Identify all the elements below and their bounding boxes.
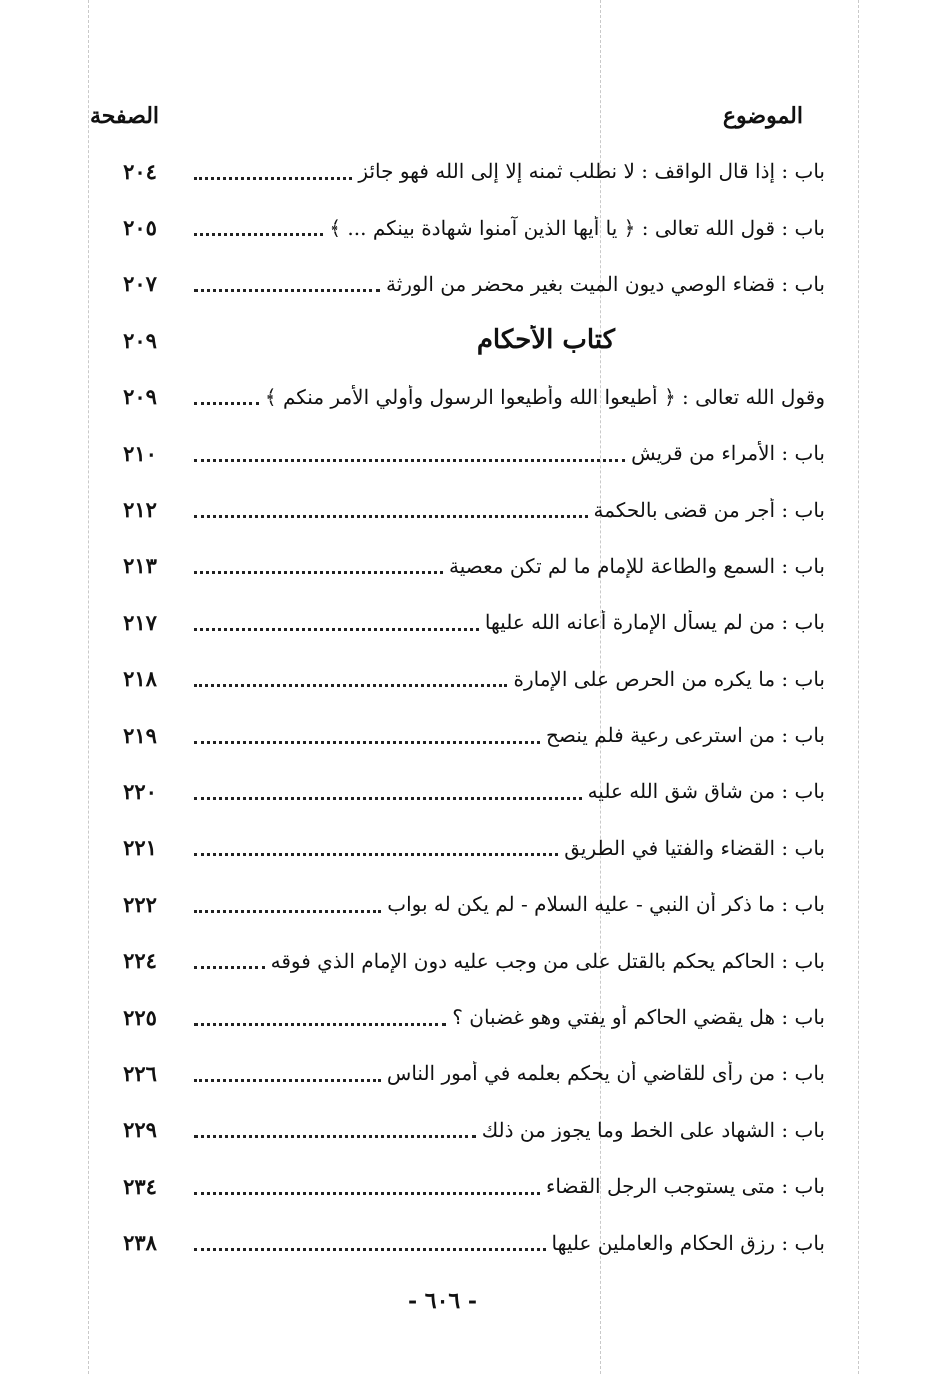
scan-edge-line-left bbox=[88, 0, 89, 1374]
dot-leader bbox=[194, 459, 625, 462]
toc-page-number: ٢١٢ bbox=[123, 497, 157, 523]
dot-leader bbox=[194, 1079, 381, 1082]
toc-page-number: ٢٠٥ bbox=[123, 215, 157, 241]
toc-page-number: ٢٣٨ bbox=[123, 1230, 157, 1256]
toc-entry-title: باب : السمع والطاعة للإمام ما لم تكن معصية bbox=[449, 553, 825, 578]
toc-page-number: ٢٢٥ bbox=[123, 1004, 157, 1030]
toc-row bbox=[100, 1102, 825, 1158]
toc-entry bbox=[180, 1061, 825, 1085]
dot-leader bbox=[194, 1135, 476, 1138]
toc-page-number: ٢٣٤ bbox=[123, 1173, 157, 1199]
toc-entry-title: باب : الأمراء من قريش bbox=[631, 441, 825, 466]
toc-entry bbox=[180, 1005, 825, 1029]
toc-page-number: ٢٠٤ bbox=[123, 158, 157, 184]
page-number: - ٦٠٦ - bbox=[407, 1288, 478, 1314]
dot-leader bbox=[194, 966, 265, 969]
toc-entry bbox=[180, 667, 825, 691]
dot-leader bbox=[194, 1248, 546, 1251]
toc-entry bbox=[180, 272, 825, 296]
toc-row bbox=[100, 932, 825, 988]
toc-page-number: ٢٢١ bbox=[123, 835, 157, 861]
toc-entry bbox=[180, 779, 825, 803]
dot-leader bbox=[194, 177, 352, 180]
toc-entry bbox=[180, 216, 825, 240]
toc-entry-title: باب : الشهاد على الخط وما يجوز من ذلك bbox=[481, 1117, 825, 1142]
toc-entry-title: باب : القضاء والفتيا في الطريق bbox=[564, 835, 825, 860]
toc-row bbox=[100, 594, 825, 650]
toc-page-number: ٢١٨ bbox=[123, 666, 157, 692]
toc-row bbox=[100, 1214, 825, 1270]
toc-row bbox=[100, 1158, 825, 1214]
toc-page-number: ٢١٩ bbox=[123, 722, 157, 748]
toc-page-number: ٢٢٠ bbox=[123, 778, 157, 804]
toc-entry bbox=[180, 325, 825, 355]
toc-entry bbox=[180, 1231, 825, 1255]
toc-page-number: ٢٠٩ bbox=[123, 327, 157, 353]
section-heading-row bbox=[100, 312, 825, 368]
toc-page-number: ٢١٣ bbox=[123, 553, 157, 579]
toc-entry-title: وقول الله تعالى : ﴿ أطيعوا الله وأطيعوا الرسول وأولي الأمر منكم ﴾ bbox=[264, 384, 825, 409]
dot-leader bbox=[194, 1023, 446, 1026]
toc-entry-title: باب : ما يكره من الحرص على الإمارة bbox=[513, 666, 825, 691]
toc-row bbox=[100, 143, 825, 199]
toc-row bbox=[100, 707, 825, 763]
dot-leader bbox=[194, 741, 540, 744]
toc-entry-title: باب : من لم يسأل الإمارة أعانه الله عليها bbox=[484, 610, 825, 635]
dot-leader bbox=[194, 233, 323, 236]
toc-page-number: ٢٢٦ bbox=[123, 1060, 157, 1086]
dot-leader bbox=[194, 571, 443, 574]
toc-entry-title: باب : إذا قال الواقف : لا نطلب ثمنه إلا إلى الله فهو جائز bbox=[358, 159, 825, 184]
dot-leader bbox=[194, 289, 380, 292]
toc-row bbox=[100, 820, 825, 876]
toc-entry bbox=[180, 1174, 825, 1198]
toc-row bbox=[100, 876, 825, 932]
dot-leader bbox=[194, 402, 259, 405]
toc-entry bbox=[180, 610, 825, 634]
toc-entry-title: باب : من شاق شق الله عليه bbox=[587, 779, 825, 804]
toc-page-number: ٢٠٧ bbox=[123, 271, 157, 297]
toc-row bbox=[100, 538, 825, 594]
toc-row bbox=[100, 256, 825, 312]
toc-entry bbox=[180, 441, 825, 465]
toc-entry-title: باب : من رأى للقاضي أن يحكم بعلمه في أمور الناس bbox=[386, 1061, 825, 1086]
dot-leader bbox=[194, 684, 507, 687]
toc-entry bbox=[180, 554, 825, 578]
toc-entry-title: باب : قضاء الوصي ديون الميت بغير محضر من الورثة bbox=[385, 271, 825, 296]
toc-row bbox=[100, 199, 825, 255]
dot-leader bbox=[194, 797, 582, 800]
toc-entry bbox=[180, 1118, 825, 1142]
dot-leader bbox=[194, 910, 381, 913]
toc-page-number: ٢٢٩ bbox=[123, 1117, 157, 1143]
toc-page-number: ٢١٧ bbox=[123, 609, 157, 635]
toc-entry bbox=[180, 385, 825, 409]
toc-entry bbox=[180, 892, 825, 916]
scan-edge-line-right bbox=[858, 0, 859, 1374]
toc-entry-title: باب : الحاكم يحكم بالقتل على من وجب عليه دون الإمام الذي فوقه bbox=[270, 948, 825, 973]
toc-row bbox=[100, 481, 825, 537]
toc-row bbox=[100, 1045, 825, 1101]
table-of-contents bbox=[100, 143, 825, 1271]
toc-entry bbox=[180, 836, 825, 860]
toc-row bbox=[100, 651, 825, 707]
toc-row bbox=[100, 369, 825, 425]
topic-column-label: الموضوع bbox=[722, 103, 803, 129]
table-header bbox=[90, 96, 803, 136]
page-column-label: الصفحة bbox=[90, 103, 160, 129]
toc-entry-title: باب : رزق الحكام والعاملين عليها bbox=[551, 1230, 825, 1255]
toc-page-number: ٢٢٤ bbox=[123, 948, 157, 974]
dot-leader bbox=[194, 628, 479, 631]
toc-entry bbox=[180, 498, 825, 522]
toc-page-number: ٢٠٩ bbox=[123, 384, 157, 410]
toc-entry-title: باب : متى يستوجب الرجل القضاء bbox=[545, 1174, 825, 1199]
toc-row bbox=[100, 425, 825, 481]
dot-leader bbox=[194, 515, 588, 518]
toc-entry-title: باب : أجر من قضى بالحكمة bbox=[593, 497, 825, 522]
toc-entry-title: باب : من استرعى رعية فلم ينصح bbox=[546, 723, 825, 748]
toc-row bbox=[100, 763, 825, 819]
dot-leader bbox=[194, 853, 558, 856]
toc-entry-title: باب : ما ذكر أن النبي - عليه السلام - لم يكن له بواب bbox=[387, 892, 825, 917]
toc-entry-title: باب : هل يقضي الحاكم أو يفتي وهو غضبان ؟ bbox=[452, 1005, 825, 1030]
toc-entry bbox=[180, 723, 825, 747]
toc-page-number: ٢١٠ bbox=[123, 440, 157, 466]
toc-entry bbox=[180, 159, 825, 183]
section-heading: كتاب الأحكام bbox=[476, 325, 615, 356]
toc-entry-title: باب : قول الله تعالى : ﴿ يا أيها الذين آمنوا شهادة بينكم ... ﴾ bbox=[329, 215, 825, 240]
toc-page-number: ٢٢٢ bbox=[123, 891, 157, 917]
dot-leader bbox=[194, 1192, 540, 1195]
toc-entry bbox=[180, 949, 825, 973]
toc-row bbox=[100, 989, 825, 1045]
